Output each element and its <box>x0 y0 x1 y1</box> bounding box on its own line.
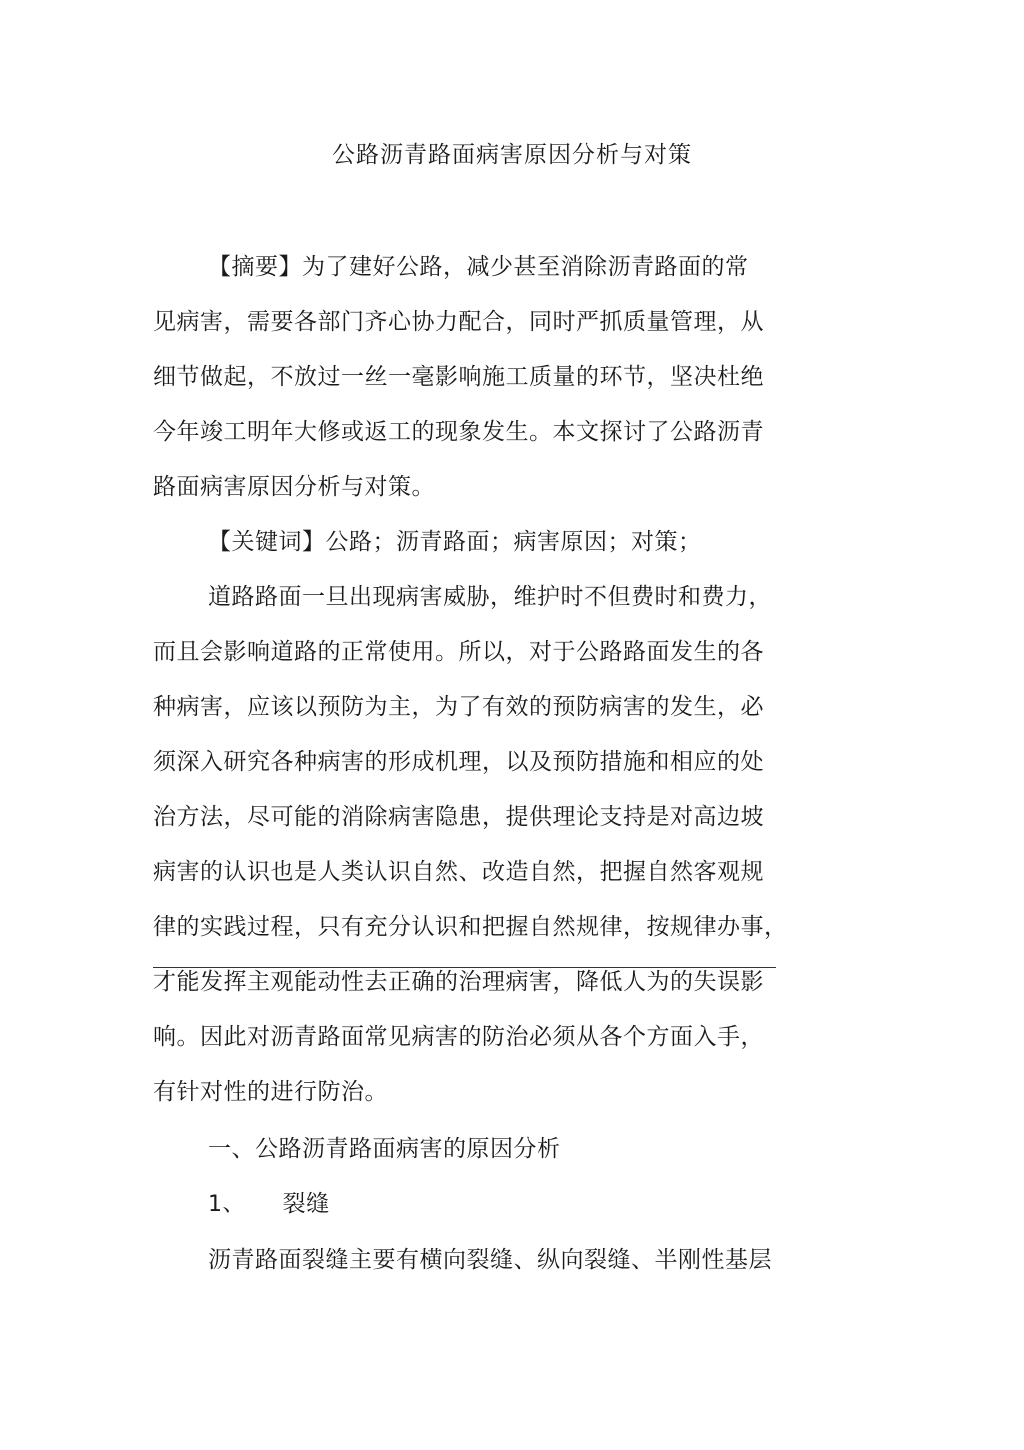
subsection-heading <box>208 1187 330 1222</box>
abstract-line: 细节做起，不放过一丝一毫影响施工质量的环节，坚决杜绝 <box>153 364 764 390</box>
abstract-line: 路面病害原因分析与对策。 <box>153 474 435 500</box>
body-line: 种病害，应该以预防为主，为了有效的预防病害的发生，必 <box>153 694 764 720</box>
subsection-number: 1、 <box>208 1192 245 1217</box>
body-line: 病害的认识也是人类认识自然、改造自然，把握自然客观规 <box>153 859 764 885</box>
body-line: 道路路面一旦出现病害威胁，维护时不但费时和费力， <box>208 584 772 610</box>
abstract-line: 【摘要】为了建好公路，减少甚至消除沥青路面的常 <box>208 254 749 280</box>
section-heading: 一、公路沥青路面病害的原因分析 <box>208 1136 561 1162</box>
abstract-line: 今年竣工明年大修或返工的现象发生。本文探讨了公路沥青 <box>153 419 764 445</box>
body-line: 而且会影响道路的正常使用。所以，对于公路路面发生的各 <box>153 639 764 665</box>
subsection-title: 裂缝 <box>282 1191 330 1217</box>
abstract-line: 见病害，需要各部门齐心协力配合，同时严抓质量管理，从 <box>153 309 764 335</box>
body-line: 响。因此对沥青路面常见病害的防治必须从各个方面入手， <box>153 1024 764 1050</box>
body-line: 治方法，尽可能的消除病害隐患，提供理论支持是对高边坡 <box>153 804 764 830</box>
body-line: 律的实践过程，只有充分认识和把握自然规律，按规律办事， <box>153 914 788 940</box>
body-line: 才能发挥主观能动性去正确的治理病害，降低人为的失误影 <box>153 969 764 995</box>
body-line: 沥青路面裂缝主要有横向裂缝、纵向裂缝、半刚性基层 <box>208 1247 772 1273</box>
body-line: 有针对性的进行防治。 <box>153 1079 388 1105</box>
document-title: 公路沥青路面病害原因分析与对策 <box>332 142 692 168</box>
body-line: 须深入研究各种病害的形成机理，以及预防措施和相应的处 <box>153 749 764 775</box>
keywords-line: 【关键词】公路；沥青路面；病害原因；对策； <box>208 529 702 555</box>
